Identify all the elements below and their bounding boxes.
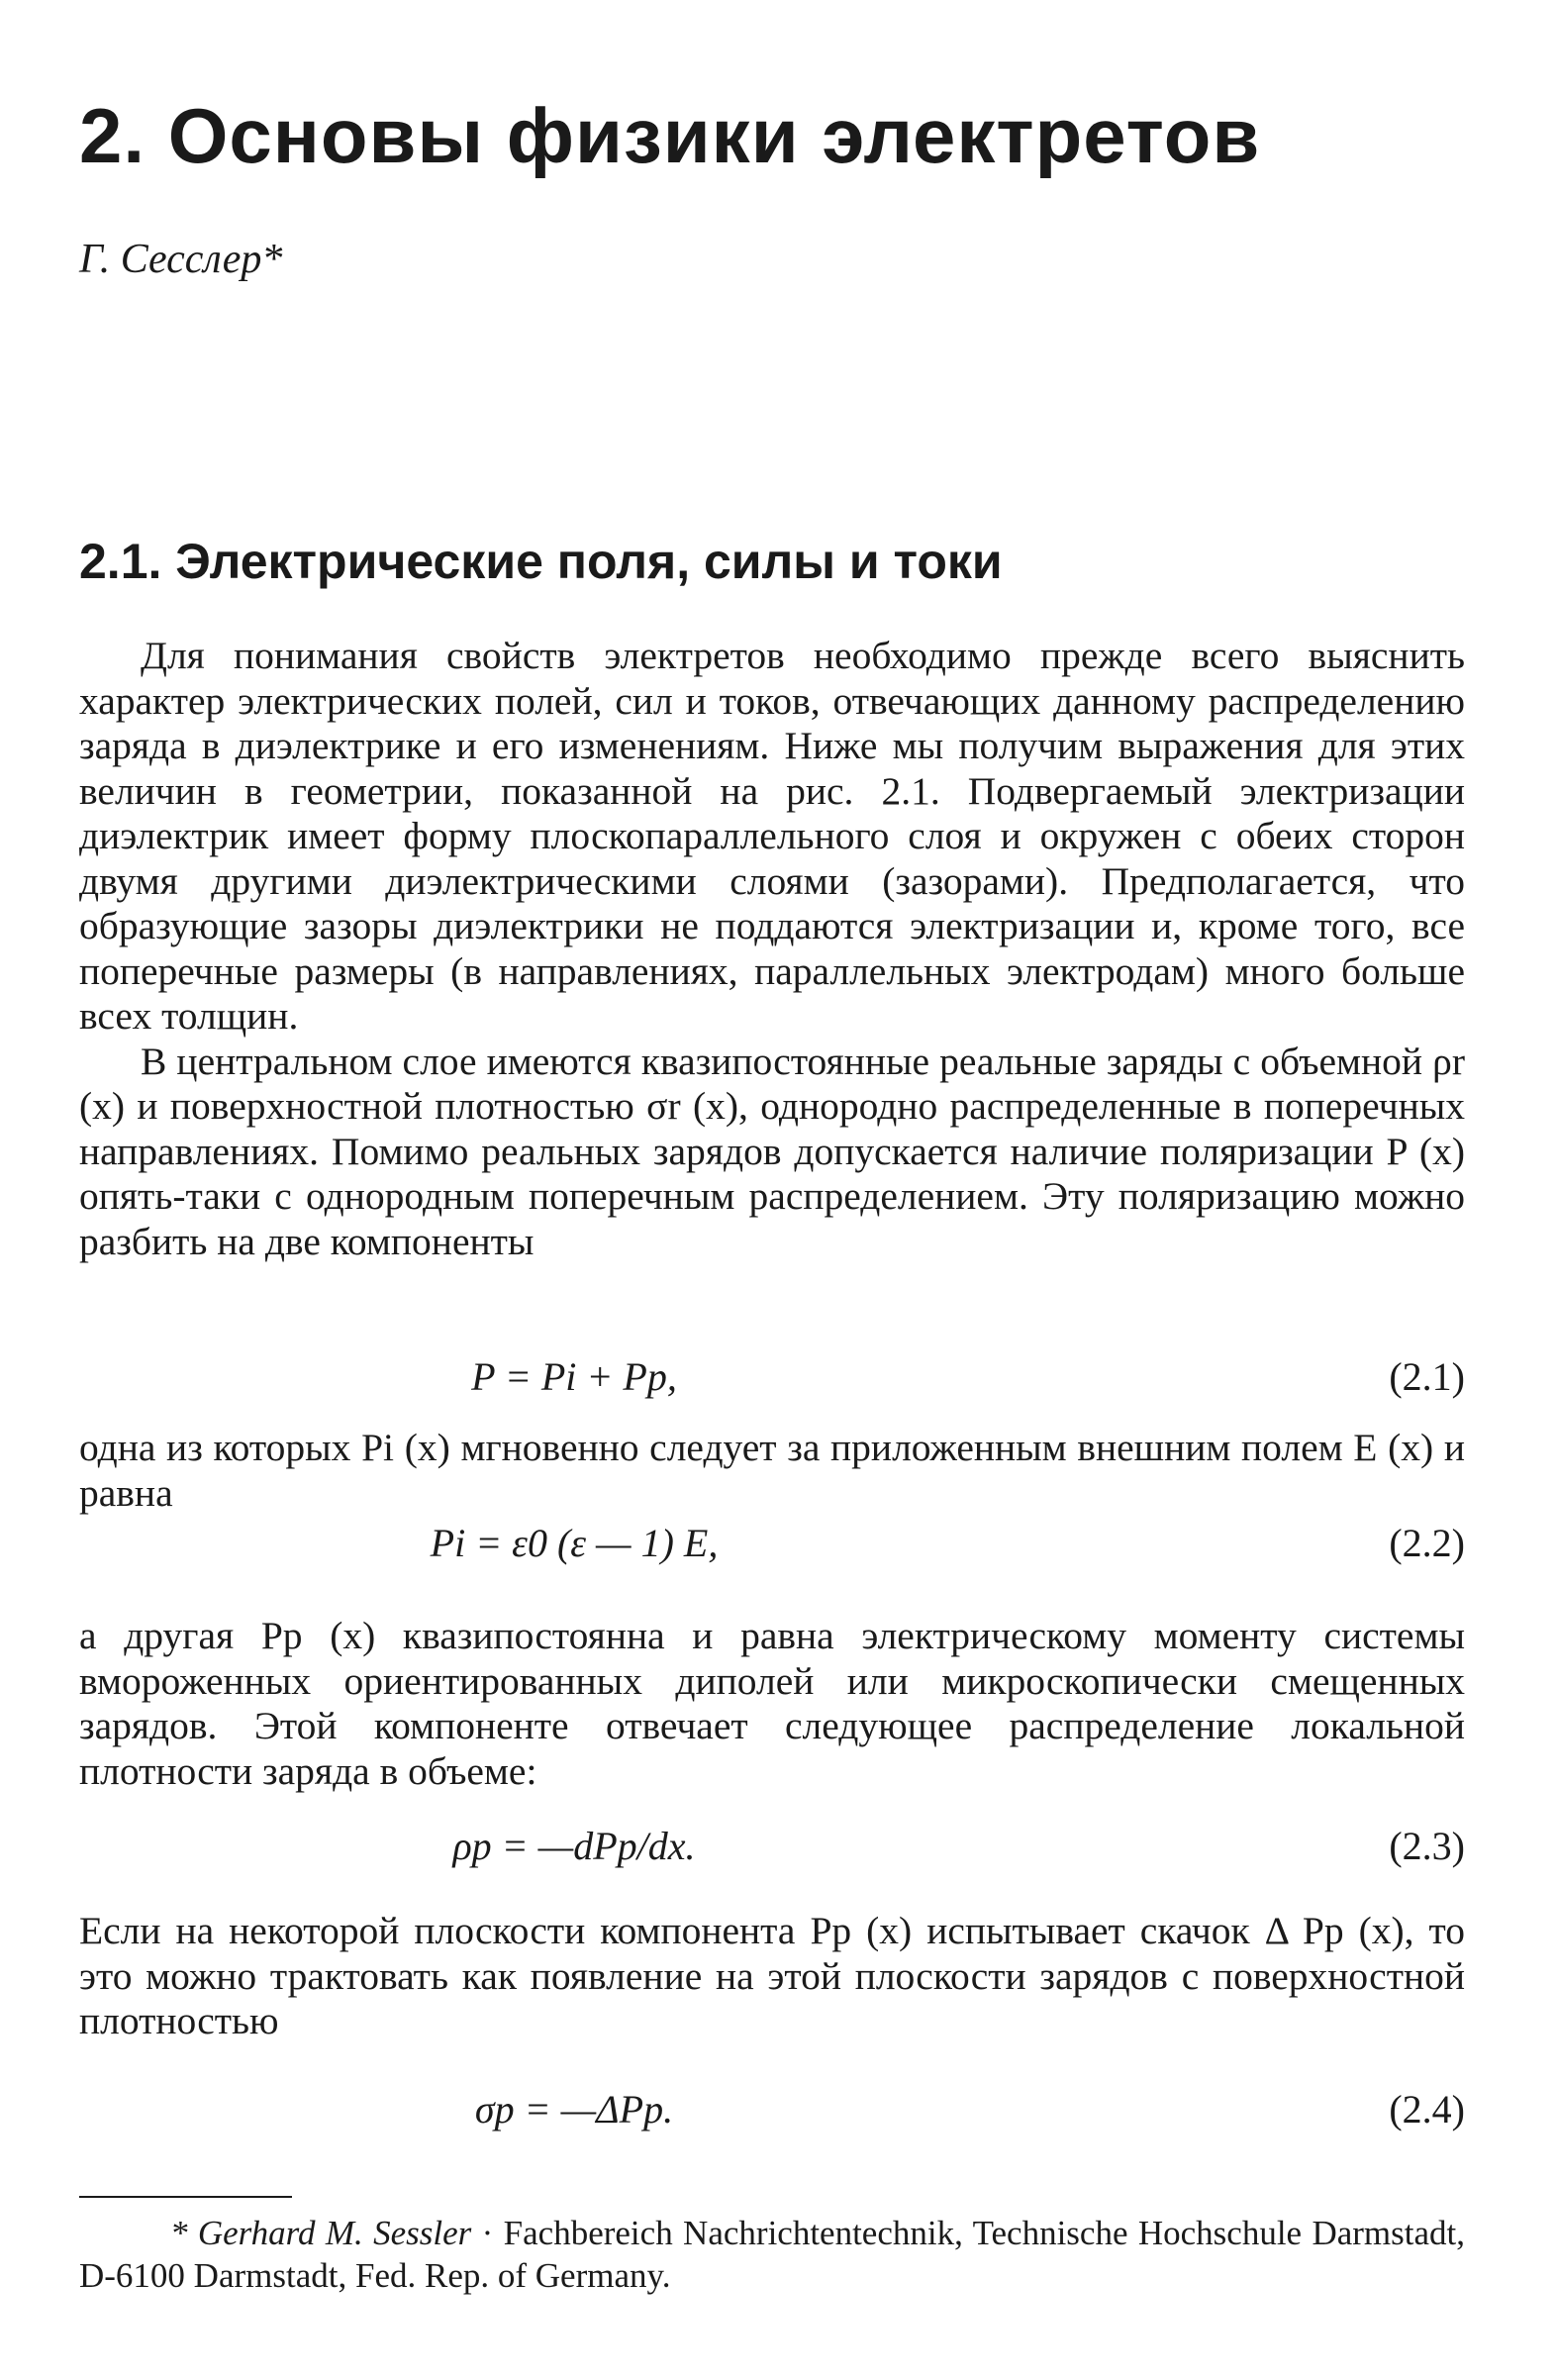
equation-2-2 — [79, 1519, 1465, 1568]
footnote-affiliation: · Fachbereich Nachrichtentechnik, Technische Hochschule Darmstadt, D-6100 Darmstadt, Fed. Rep. of Germany. — [79, 2214, 1466, 2295]
equation-formula: Pi = ε0 (ε — 1) E, — [430, 1521, 719, 1565]
equation-formula: σp = —ΔPp. — [474, 2087, 674, 2132]
equation-number: (2.1) — [1389, 1354, 1465, 1399]
footnote-divider — [79, 2196, 292, 2198]
footnote-author: * Gerhard M. Sessler — [170, 2214, 472, 2252]
equation-formula: ρp = —dPp/dx. — [452, 1824, 696, 1868]
paragraph-3: одна из которых Pi (x) мгновенно следует за приложенным внешним полем E (x) и равна — [79, 1426, 1465, 1515]
paragraph-4: а другая Pp (x) квазипостоянна и равна электрическому моменту системы вмороженных ориентированных диполей или микроскопически смещенных зарядов. Этой компоненте отвечает следующее распределение локальной плотности заряда в объеме: — [79, 1614, 1465, 1793]
section-title: 2.1. Электрические поля, силы и токи — [79, 534, 1003, 589]
equation-formula: P = Pi + Pp, — [471, 1354, 677, 1399]
text-block-1 — [79, 634, 1465, 1264]
equation-number: (2.2) — [1389, 1521, 1465, 1565]
equation-2-3 — [79, 1822, 1465, 1871]
page — [79, 0, 1465, 2380]
author-name: Г. Сесслер* — [79, 237, 283, 282]
equation-number: (2.3) — [1389, 1824, 1465, 1868]
paragraph-1: Для понимания свойств электретов необходимо прежде всего выяснить характер электрических полей, сил и токов, отвечающих данному распределению заряда в диэлектрике и его изменениям. Ниже мы получим выражения для этих величин в геометрии, показанной на рис. 2.1. Подвергаемый электризации диэлектрик имеет форму плоскопараллельного слоя и окружен с обеих сторон двумя другими диэлектрическими слоями (зазорами). Предполагается, что образующие зазоры диэлектрики не поддаются электризации и, кроме того, все поперечные размеры (в направлениях, параллельных электродам) много больше всех толщин. — [79, 634, 1465, 1038]
footnote — [79, 2212, 1465, 2297]
text-block-4 — [79, 1909, 1465, 2044]
footnote-text — [79, 2212, 1465, 2297]
text-block-2 — [79, 1426, 1465, 1516]
paragraph-5: Если на некоторой плоскости компонента Pp (x) испытывает скачок Δ Pp (x), то это можно трактовать как появление на этой плоскости зарядов с поверхностной плотностью — [79, 1909, 1465, 2042]
equation-2-1 — [79, 1352, 1465, 1402]
equation-number: (2.4) — [1389, 2087, 1465, 2132]
text-block-3 — [79, 1614, 1465, 1794]
chapter-title: 2. Основы физики электретов — [79, 92, 1261, 179]
paragraph-2: В центральном слое имеются квазипостоянные реальные заряды с объемной ρr (x) и поверхностной плотностью σr (x), однородно распределенные в поперечных направлениях. Помимо реальных зарядов допускается наличие поляризации P (x) опять-таки с однородным поперечным распределением. Эту поляризацию можно разбить на две компоненты — [79, 1039, 1465, 1263]
equation-2-4 — [79, 2085, 1465, 2134]
